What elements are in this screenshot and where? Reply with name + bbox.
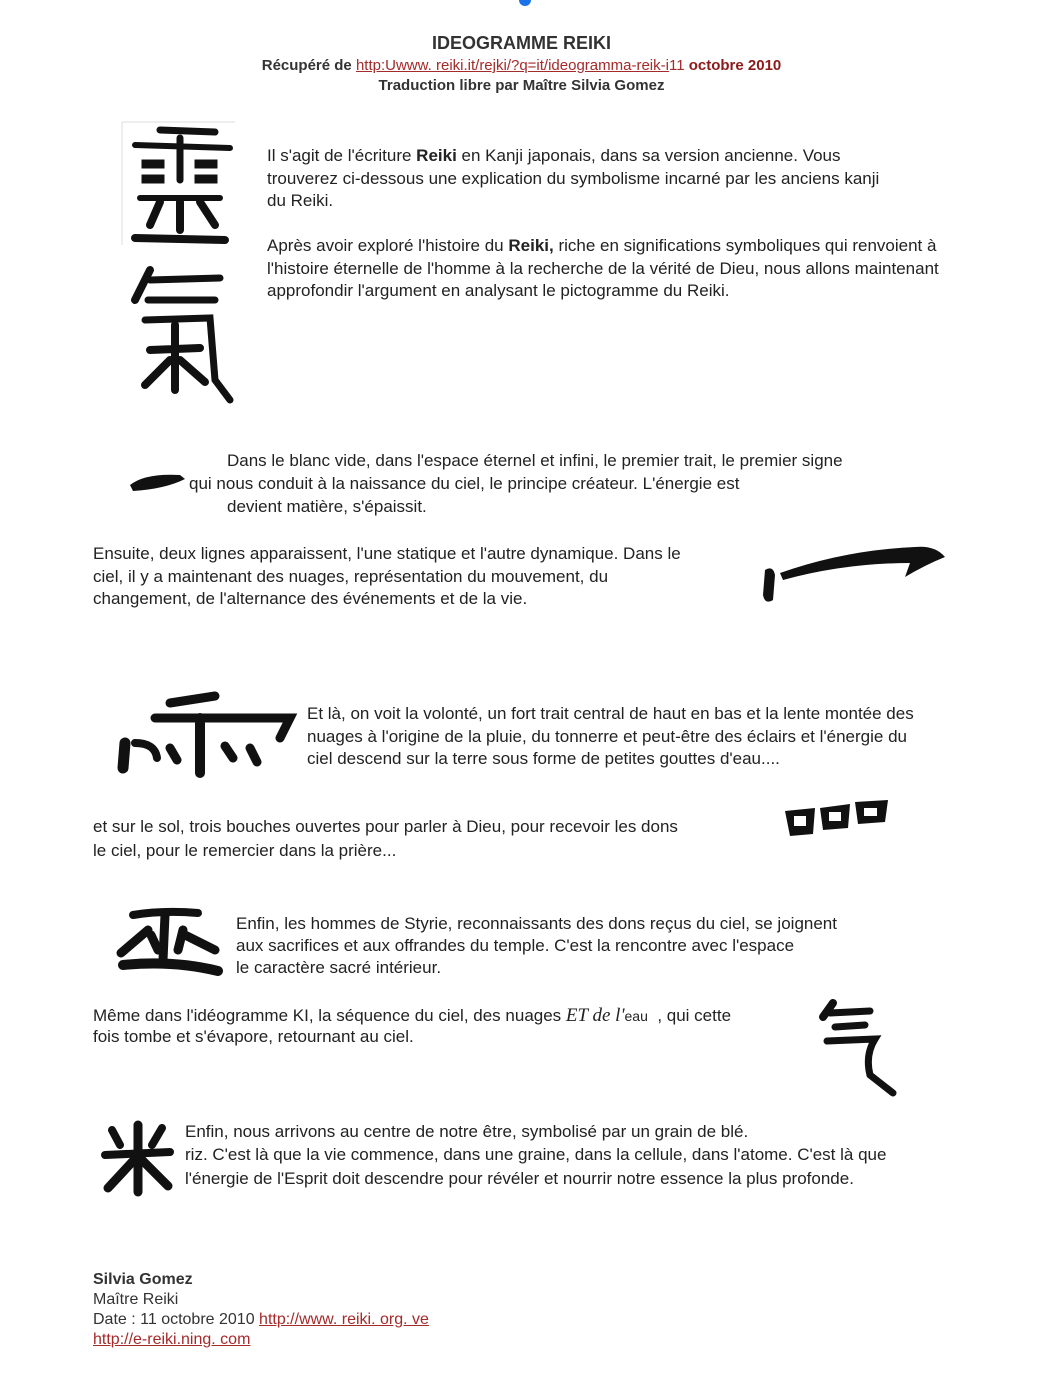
ki-kanji-image — [815, 995, 905, 1100]
intro-paragraph-2 — [267, 235, 947, 303]
source-date: octobre 2010 — [688, 57, 782, 74]
intro-paragraph-1 — [267, 145, 887, 213]
rain-kanji-image — [115, 688, 300, 780]
mouths-line-2: le ciel, pour le remercier dans la prière... — [93, 841, 397, 860]
first-stroke-line-2: qui nous conduit à la naissance du ciel, le principe créateur. L'énergie est — [189, 474, 740, 493]
people-kanji-image — [113, 905, 223, 977]
three-mouths-image — [780, 796, 895, 841]
author-role: Maître Reiki — [93, 1291, 179, 1308]
text-italic: ET de l' — [565, 1005, 625, 1026]
signature-block — [93, 1270, 429, 1350]
men-line-3: le caractère sacré intérieur. — [236, 958, 442, 977]
text: , qui cette — [647, 1006, 732, 1025]
source-link[interactable]: http:Uwww. reiki.it/rejki/?q=it/ideogramma-reik-i — [355, 57, 669, 74]
scroll-indicator — [519, 0, 531, 6]
men-line-2: aux sacrifices et aux offrandes du temple. C'est la rencontre avec l'espace — [236, 936, 795, 955]
text: Après avoir exploré l'histoire du — [267, 236, 509, 255]
text-bold: Reiki — [416, 146, 457, 165]
first-stroke-line-1: Dans le blanc vide, dans l'espace éternel et infini, le premier trait, le premier signe — [227, 451, 843, 470]
text-bold: Reiki, — [508, 236, 554, 255]
rain-paragraph: Et là, on voit la volonté, un fort trait central de haut en bas et la lente montée des nuages à l'origine de la pluie, du tonnerre et peut-être des éclairs et l'énergie du ciel descend sur la terre sous forme de petites gouttes d'eau.... — [307, 704, 914, 768]
mouths-line-1: et sur le sol, trois bouches ouvertes pour parler à Dieu, pour recevoir les dons — [93, 817, 678, 836]
first-stroke-line-3: devient matière, s'épaissit. — [227, 497, 427, 516]
text: Même dans l'idéogramme KI, la séquence du ciel, des nuages — [93, 1006, 566, 1025]
two-lines-stroke-image — [755, 535, 950, 610]
date-label: Date : 11 octobre 2010 — [93, 1311, 255, 1328]
document-title: IDEOGRAMME REIKI — [431, 33, 611, 53]
text: en Kanji japonais, dans sa version ancienne. Vous trouverez ci-dessous une explication du symbolisme incarné par les anciens kanji du Reiki. — [267, 146, 880, 210]
first-stroke-image — [125, 465, 190, 495]
text: riche en significations symboliques qui renvoient à l'histoire éternelle de l'homme à la recherche de la vérité de Dieu, nous allons maintenant approfondir l'argument en analysant le pictogramme du Reiki. — [267, 236, 939, 300]
ning-link[interactable]: http://e-reiki.ning. com — [93, 1331, 251, 1348]
rice-kanji-image — [100, 1120, 175, 1200]
source-prefix: Récupéré de — [261, 57, 352, 74]
ki-line-1 — [93, 1005, 813, 1028]
two-lines-paragraph: Ensuite, deux lignes apparaissent, l'une statique et l'autre dynamique. Dans le ciel, il y a maintenant des nuages, représentation du mouvement, du changement, de l'alternance des événements et de la vie. — [93, 544, 681, 608]
text-small: eau — [624, 1008, 648, 1024]
reiki-kanji-image — [120, 120, 245, 410]
translation-credit: Traduction libre par Maître Silvia Gomez — [378, 77, 665, 94]
author-name: Silvia Gomez — [93, 1271, 193, 1288]
date-line — [93, 1310, 429, 1330]
source-day: 11 — [668, 57, 685, 74]
ki-line-2: fois tombe et s'évapore, retournant au ciel. — [93, 1027, 414, 1046]
men-line-1: Enfin, les hommes de Styrie, reconnaissants des dons reçus du ciel, se joignent — [236, 914, 837, 933]
website-link[interactable]: http://www. reiki. org. ve — [259, 1311, 429, 1328]
source-line — [0, 57, 1043, 74]
rice-line-1: Enfin, nous arrivons au centre de notre être, symbolisé par un grain de blé. — [185, 1122, 749, 1141]
rice-paragraph: riz. C'est là que la vie commence, dans une graine, dans la cellule, dans l'atome. C'est là que l'énergie de l'Esprit doit descendre pour révéler et nourrir notre essence la plus profonde. — [185, 1145, 887, 1188]
text: Il s'agit de l'écriture — [267, 146, 417, 165]
